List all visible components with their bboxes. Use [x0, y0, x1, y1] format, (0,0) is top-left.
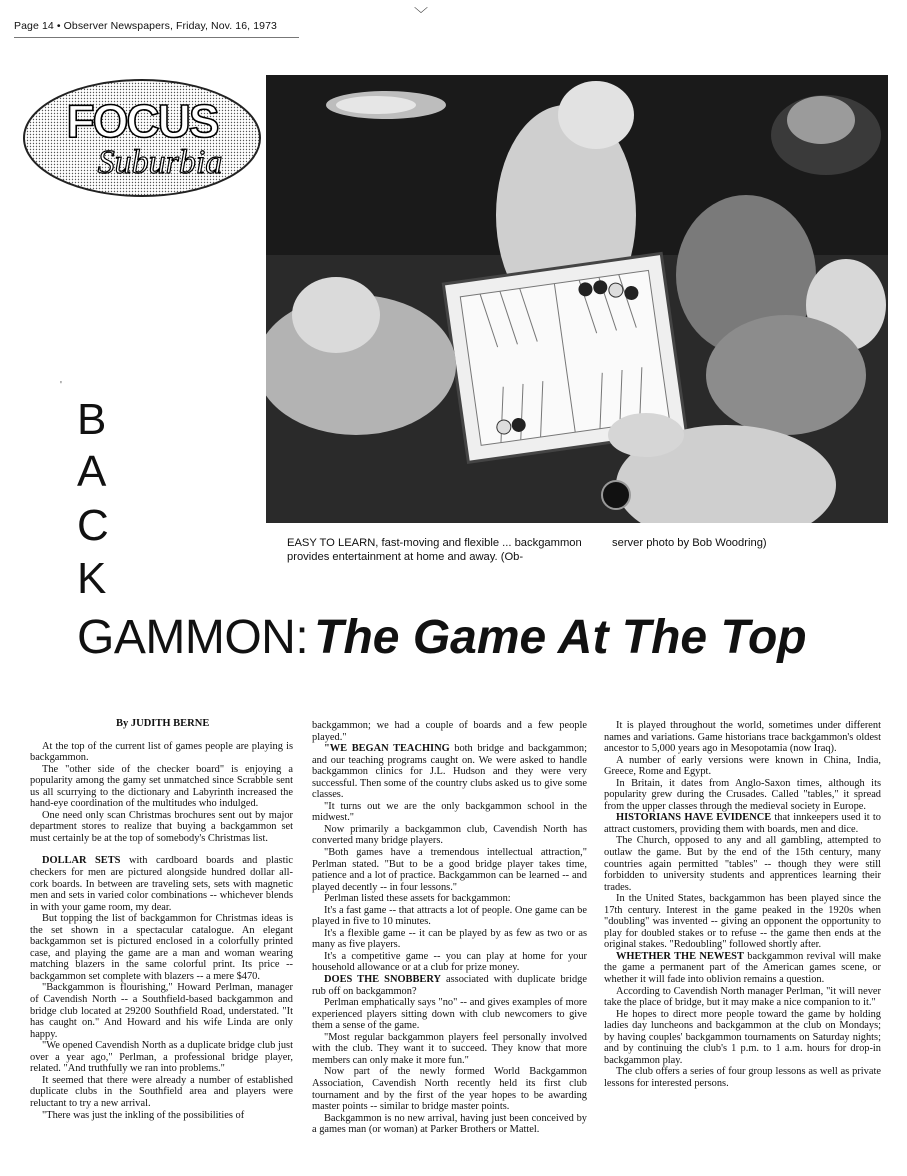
paragraph-text: Now primarily a backgammon club, Cavendish North has converted many bridge players.	[312, 823, 587, 847]
article-paragraph	[312, 824, 587, 847]
article-paragraph	[30, 855, 293, 913]
header-rule	[14, 37, 299, 38]
logo-suburbia-text: Suburbia	[97, 144, 223, 181]
paragraph-text: both bridge and backgammon; and our teaching programs caught on. We were asked to handle backgammon clinics for J.L. Hudson and they were very successful. Then some of the country clubs asked us to give some classes.	[312, 743, 587, 801]
paragraph-text: "There was just the inkling of the possibilities of	[42, 1109, 245, 1121]
article-paragraph	[312, 720, 587, 743]
byline: By JUDITH BERNE	[116, 718, 210, 729]
headline-letter-k: K	[77, 554, 107, 603]
paragraph-text: It's a fast game -- that attracts a lot of people. One game can be played in five to 10 minutes.	[312, 904, 587, 928]
article-paragraph	[312, 847, 587, 893]
paragraph-text: with cardboard boards and plastic checkers for men are pictured alongside hundred dollar all-cork boards. In between are traveling sets, sets with magnetic men and sets in varied color combinations -- whichever blends in with your game room, my dear.	[30, 855, 293, 913]
article-paragraph	[312, 928, 587, 951]
paragraph-text: A number of early versions were known in China, India, Greece, Rome and Egypt.	[604, 754, 881, 778]
paragraph-text: It seemed that there were already a number of established duplicate clubs in the Southfield area and players were reluctant to try a new arrival.	[30, 1074, 293, 1109]
article-paragraph	[30, 810, 293, 845]
article-paragraph	[312, 974, 587, 997]
focus-suburbia-logo	[20, 73, 265, 203]
paragraph-text: associated with duplicate bridge rub off on backgammon?	[312, 974, 587, 997]
paragraph-text: But topping the list of backgammon for Christmas ideas is the set shown in a spectacular catalogue. An elegant backgammon set is pictured enclosed in a colorfully printed case, and playing the game are a man and woman wearing matching blazers in the same colorful print. Its price -- backgammon set complete with blazers -- a mere $470.	[30, 913, 293, 982]
page-header: Page 14 • Observer Newspapers, Friday, Nov. 16, 1973	[14, 20, 277, 32]
article-paragraph	[30, 1075, 293, 1110]
article-paragraph	[312, 1066, 587, 1112]
article-paragraph	[312, 905, 587, 928]
paragraph-lead-in: WHETHER THE NEWEST	[616, 950, 744, 962]
article-paragraph	[30, 1110, 293, 1122]
paragraph-text: Perlman emphatically says "no" -- and gives examples of more experienced players sitting down with club newcomers to give them a sense of the game.	[312, 997, 587, 1032]
paragraph-text: that innkeepers used it to attract customers, providing them with boards, men and dice.	[604, 812, 881, 835]
article-paragraph	[604, 1066, 881, 1089]
article-paragraph	[604, 893, 881, 951]
headline-letter-a: A	[77, 447, 107, 496]
article-paragraph	[312, 743, 587, 801]
paragraph-text: "Most regular backgammon players feel personally involved with the club. They want it to succeed. They know that more members can only make it more fun."	[312, 1031, 587, 1066]
paragraph-text: The "other side of the checker board" is enjoying a popularity among the gamy set unmatched since Scrabble sent us all scurrying to the dictionary and Labyrinth increased the hand-eye coordination of the multitudes who indulged.	[30, 763, 293, 810]
paragraph-text: backgammon revival will make the game a permanent part of the American games scene, or whether it will fade into oblivion remains a question.	[604, 950, 882, 986]
paragraph-lead-in: "WE BEGAN TEACHING	[324, 743, 450, 755]
article-column-1	[30, 720, 293, 1121]
paragraph-text: Backgammon is no new arrival, having just been conceived by a games man (or woman) at Parker Brothers or Mattel.	[312, 1112, 587, 1136]
article-paragraph	[30, 741, 293, 764]
article-paragraph	[604, 835, 881, 893]
paragraph-lead-in: DOES THE SNOBBERY	[324, 974, 441, 986]
article-column-3	[604, 720, 881, 1090]
paragraph-text: It's a competitive game -- you can play at home for your household allowance or at a club for prize money.	[312, 950, 587, 974]
article-paragraph	[312, 1113, 587, 1136]
paragraph-text: In Britain, it dates from Anglo-Saxon times, although its popularity grew during the Crusades. Called "tables," it spread from the upper classes through the medieval society in Europe.	[604, 777, 881, 812]
article-paragraph	[312, 997, 587, 1032]
paragraph-text: Perlman listed these assets for backgammon:	[324, 893, 511, 905]
paragraph-text: Now part of the newly formed World Backgammon Association, Cavendish North recently held its first club tournament and by the first of the year hopes to be awarding master points -- similar to bridge master points.	[312, 1066, 587, 1113]
article-paragraph	[604, 720, 881, 755]
article-paragraph	[312, 951, 587, 974]
paragraph-text: One need only scan Christmas brochures sent out by major department stores to realize that buying a backgammon set must certainly be at the top of somebody's Christmas list.	[30, 809, 293, 844]
logo-focus-text: FOCUS	[66, 95, 218, 147]
article-paragraph	[312, 801, 587, 824]
headline-main: GAMMON:	[77, 611, 309, 664]
article-paragraph	[604, 1009, 881, 1067]
headline-subtitle: The Game At The Top	[314, 611, 807, 664]
photo-caption-credit: server photo by Bob Woodring)	[612, 537, 767, 549]
paragraph-lead-in: HISTORIANS HAVE EVIDENCE	[616, 812, 772, 824]
margin-mark-icon: ﹀	[414, 6, 428, 22]
paragraph-text: He hopes to direct more people toward the game by holding ladies day luncheons and backgammon at the club on Mondays; by having couples' backgammon tournaments on Saturday nights; and by continuing the club's 1 p.m. to 1 a.m. hours for drop-in backgammon play.	[604, 1008, 881, 1066]
article-column-2	[312, 720, 587, 1136]
article-paragraph	[604, 778, 881, 813]
backgammon-photo	[266, 75, 888, 523]
paragraph-text: "Backgammon is flourishing," Howard Perlman, manager of Cavendish North -- a Southfield-based backgammon and bridge club located at 29200 Southfield Road, understated. "It has caught on." And Howard and his wife Linda are only happy.	[30, 982, 293, 1040]
paragraph-lead-in: DOLLAR SETS	[42, 855, 121, 867]
article-paragraph	[604, 755, 881, 778]
article-paragraph	[30, 982, 293, 1040]
paragraph-text: It is played throughout the world, sometimes under different names and variations. Game historians trace backgammon's oldest ancestor to 5,000 years ago in Mesopotamia (now Iraq).	[604, 720, 881, 755]
headline-letter-b: B	[77, 395, 107, 444]
article-paragraph	[312, 893, 587, 905]
paragraph-text: It's a flexible game -- it can be played by as few as two or as many as five players.	[312, 927, 587, 951]
paragraph-text: In the United States, backgammon has been played since the 17th century. Interest in the game peaked in the 1920s when "doubling" was invented -- giving an opponent the opportunity to play for doubled stakes or to refuse -- the game then ends at the original stakes. "Redoubling" followed shortly after.	[604, 893, 881, 951]
headline-letter-c: C	[77, 501, 109, 550]
paragraph-text: At the top of the current list of games people are playing is backgammon.	[30, 740, 293, 764]
margin-tick: '	[60, 380, 62, 391]
paragraph-text: "We opened Cavendish North as a duplicate bridge club just over a year ago," Perlman, a professional bridge player, related. "And truthfully we ran into problems."	[30, 1040, 293, 1075]
article-paragraph	[604, 951, 881, 986]
paragraph-text: "Both games have a tremendous intellectual attraction," Perlman stated. "But to be a good bridge player takes time, patience and a lot of practice. Backgammon can be learned -- and played decently -- in four lessons."	[312, 847, 587, 893]
photo-caption: EASY TO LEARN, fast-moving and flexible ... backgammon provides entertainment at home and away. (Ob-	[287, 537, 582, 563]
article-paragraph	[604, 986, 881, 1009]
paragraph-text: backgammon; we had a couple of boards and a few people played."	[312, 720, 587, 743]
paragraph-text: According to Cavendish North manager Perlman, "it will never take the place of bridge, but it may make a nice companion to it."	[604, 985, 881, 1009]
paragraph-text: "It turns out we are the only backgammon school in the midwest."	[312, 800, 587, 824]
article-paragraph	[30, 913, 293, 982]
paragraph-text: The Church, opposed to any and all gambling, attempted to outlaw the game. But by the end of the 15th century, many countries again permitted "tables" -- though they were still forbidden to university students and apprentices learning their trades.	[604, 835, 881, 893]
article-paragraph	[312, 1032, 587, 1067]
article-paragraph	[30, 1040, 293, 1075]
article-paragraph	[604, 812, 881, 835]
paragraph-text: The club offers a series of four group lessons as well as private lessons for interested persons.	[604, 1066, 881, 1089]
article-paragraph	[30, 764, 293, 810]
headline	[77, 610, 807, 666]
